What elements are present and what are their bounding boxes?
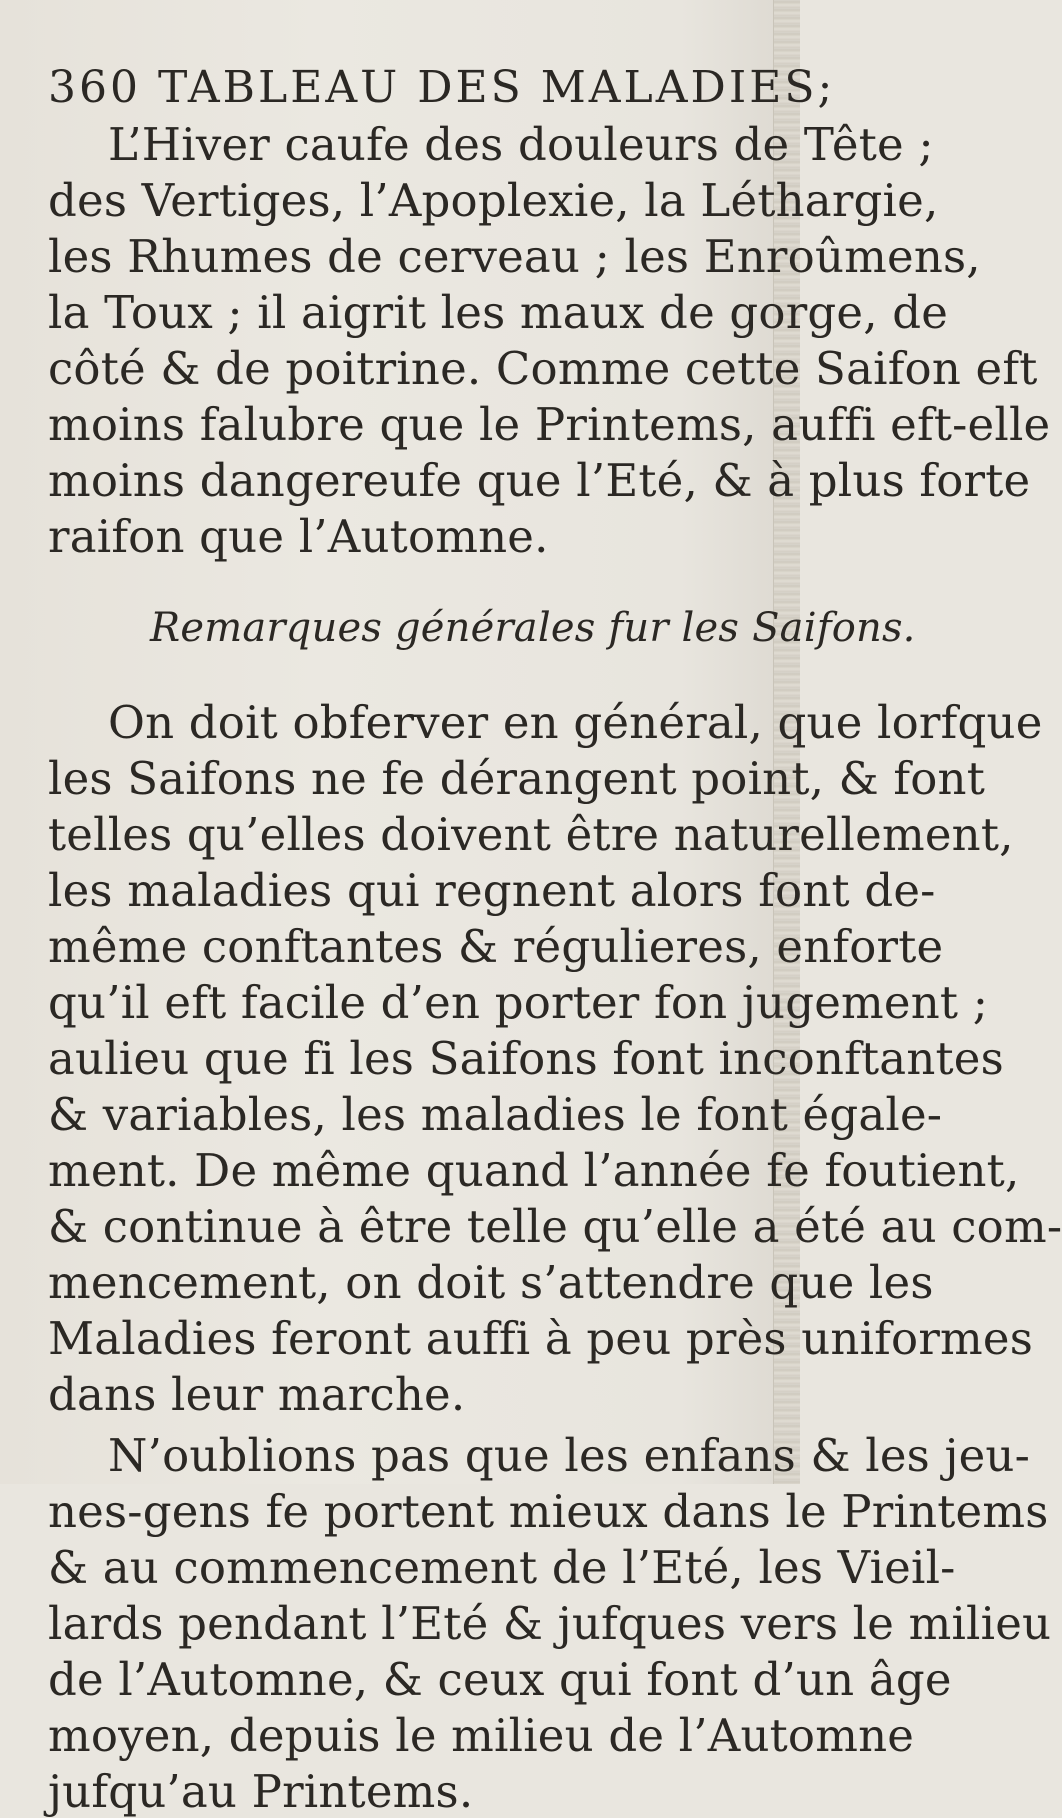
text-line: qu’il eft facile d’en porter fon jugement ;: [48, 976, 989, 1029]
text-line: moins falubre que le Printems, auffi eft-elle: [48, 398, 1051, 451]
text-line: L’Hiver caufe des douleurs de Tête ;: [108, 118, 934, 171]
text-line: jufqu’au Printems.: [48, 1765, 474, 1818]
text-line: nes-gens fe portent mieux dans le Printems: [48, 1485, 1049, 1538]
text-line: dans leur marche.: [48, 1368, 466, 1421]
text-line: ment. De même quand l’année fe foutient,: [48, 1144, 1020, 1197]
text-line: telles qu’elles doivent être naturellement,: [48, 808, 1014, 861]
text-line: Maladies feront auffi à peu près uniformes: [48, 1312, 1034, 1365]
paragraph-ages: [0, 1429, 1052, 1818]
running-header: 360 TABLEAU DES MALADIES;: [48, 62, 836, 113]
text-line: côté & de poitrine. Comme cette Saifon eft: [48, 342, 1038, 395]
text-line: moyen, depuis le milieu de l’Automne: [48, 1709, 915, 1762]
text-line: mencement, on doit s’attendre que les: [48, 1256, 934, 1309]
text-line: lards pendant l’Eté & jufques vers le milieu: [48, 1597, 1052, 1650]
text-line: des Vertiges, l’Apoplexie, la Léthargie,: [48, 174, 939, 227]
text-line: même conftantes & régulieres, enforte: [48, 920, 944, 973]
text-line: & variables, les maladies le font égale-: [48, 1088, 943, 1141]
text-line: les maladies qui regnent alors font de-: [48, 864, 936, 917]
text-line: & continue à être telle qu’elle a été au com-: [48, 1200, 1062, 1253]
section-title: Remarques générales fur les Saifons.: [150, 605, 916, 651]
text-line: On doit obferver en général, que lorfque: [108, 696, 1043, 749]
text-line: raifon que l’Automne.: [48, 510, 549, 563]
text-line: & au commencement de l’Eté, les Vieil-: [48, 1541, 956, 1594]
text-line: moins dangereufe que l’Eté, & à plus forte: [48, 454, 1031, 507]
text-line: aulieu que fi les Saifons font inconftantes: [48, 1032, 1004, 1085]
text-line: de l’Automne, & ceux qui font d’un âge: [48, 1653, 952, 1706]
text-line: la Toux ; il aigrit les maux de gorge, de: [48, 286, 949, 339]
text-line: les Saifons ne fe dérangent point, & font: [48, 752, 986, 805]
text-line: N’oublions pas que les enfans & les jeu-: [108, 1429, 1031, 1482]
text-line: les Rhumes de cerveau ; les Enroûmens,: [48, 230, 981, 283]
